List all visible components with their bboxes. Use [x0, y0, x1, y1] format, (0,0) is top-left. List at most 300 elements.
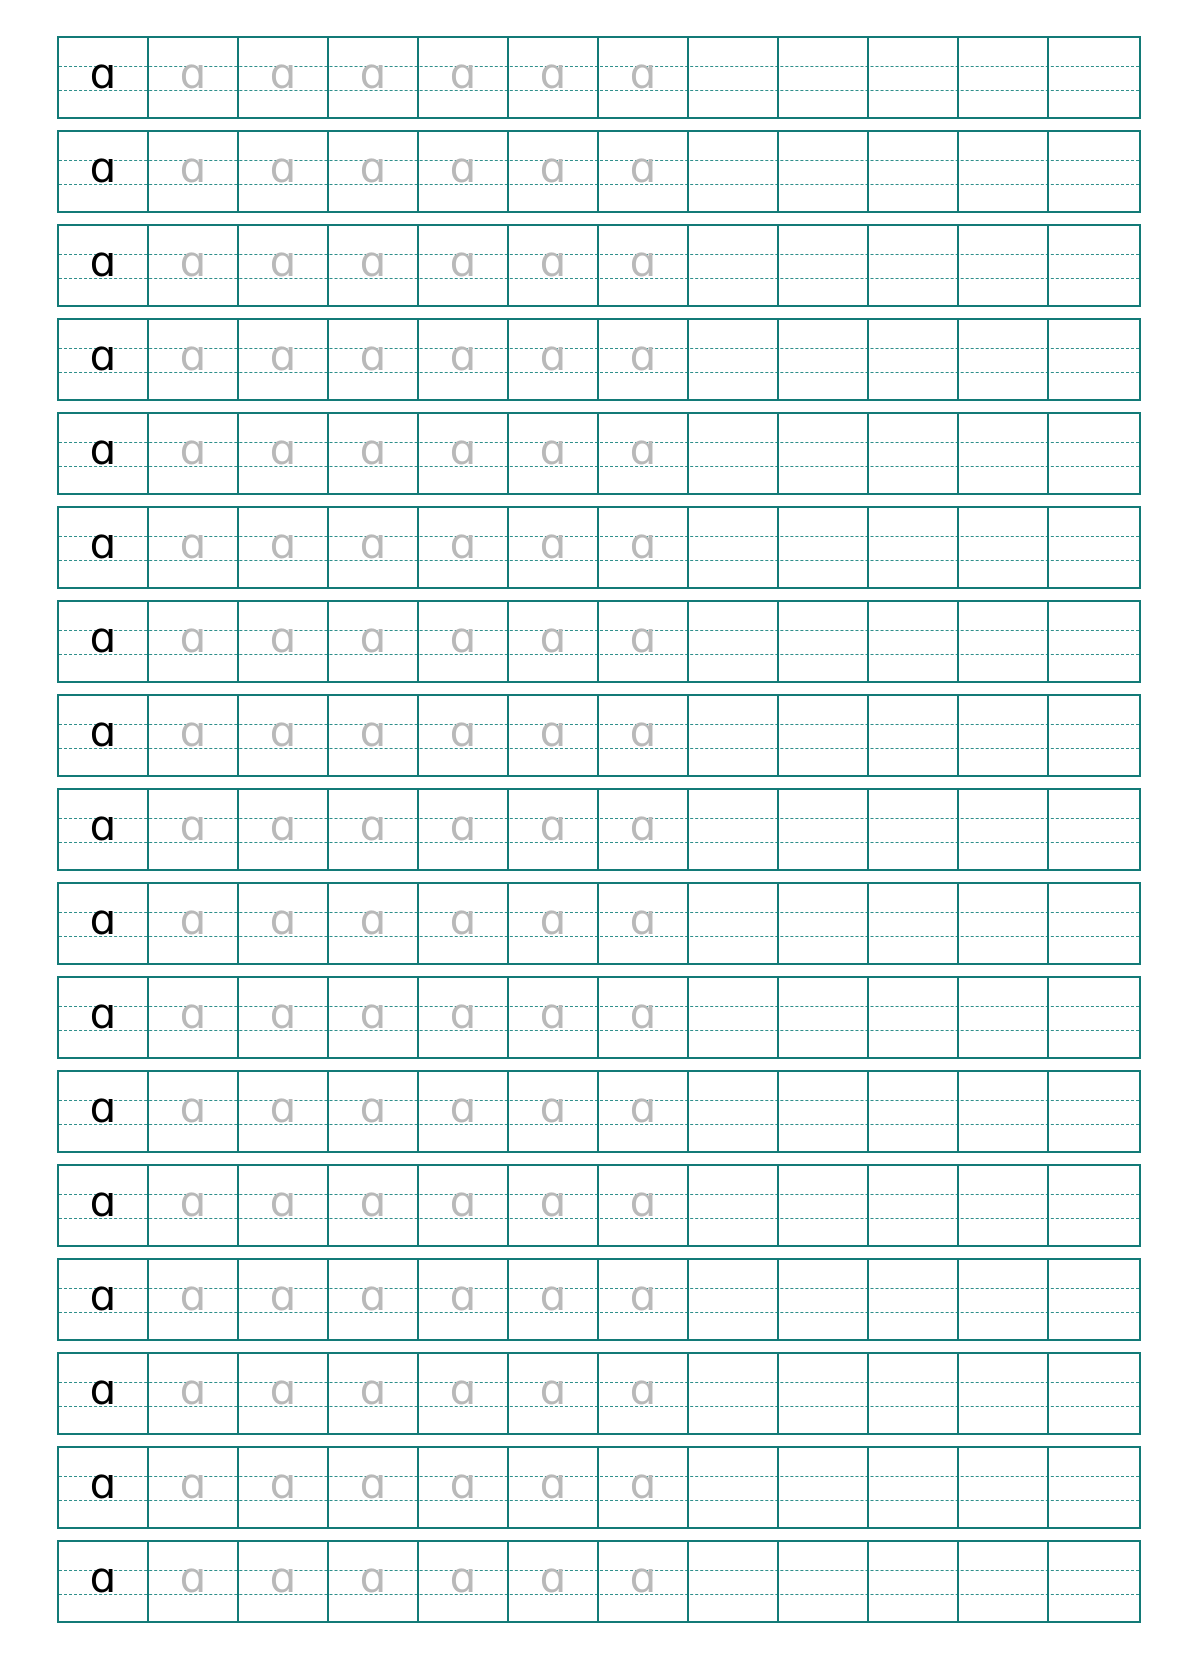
practice-row	[57, 694, 1141, 777]
trace-letter: ɑ	[449, 48, 477, 98]
trace-letter: ɑ	[449, 988, 477, 1038]
trace-cell	[149, 320, 239, 399]
blank-practice-cell	[959, 132, 1049, 211]
model-letter: ɑ	[89, 518, 117, 568]
trace-cell	[419, 132, 509, 211]
trace-cell	[329, 696, 419, 775]
blank-practice-cell	[869, 1072, 959, 1151]
trace-cell	[239, 884, 329, 963]
trace-letter: ɑ	[179, 1082, 207, 1132]
trace-cell	[419, 602, 509, 681]
trace-cell	[329, 602, 419, 681]
trace-letter: ɑ	[179, 1552, 207, 1602]
trace-cell	[599, 508, 689, 587]
blank-practice-cell	[869, 1448, 959, 1527]
blank-practice-cell	[779, 320, 869, 399]
model-letter: ɑ	[89, 236, 117, 286]
model-letter: ɑ	[89, 424, 117, 474]
model-cell	[59, 1542, 149, 1621]
trace-cell	[239, 790, 329, 869]
trace-letter: ɑ	[629, 236, 657, 286]
trace-letter: ɑ	[629, 988, 657, 1038]
trace-cell	[599, 978, 689, 1057]
trace-letter: ɑ	[179, 800, 207, 850]
blank-practice-cell	[1049, 1542, 1139, 1621]
blank-practice-cell	[1049, 320, 1139, 399]
trace-cell	[509, 320, 599, 399]
trace-letter: ɑ	[629, 706, 657, 756]
blank-practice-cell	[779, 38, 869, 117]
trace-cell	[599, 1354, 689, 1433]
model-letter: ɑ	[89, 1176, 117, 1226]
trace-letter: ɑ	[359, 236, 387, 286]
practice-row	[57, 36, 1141, 119]
trace-letter: ɑ	[449, 1552, 477, 1602]
trace-letter: ɑ	[629, 1552, 657, 1602]
blank-practice-cell	[869, 1260, 959, 1339]
blank-practice-cell	[1049, 38, 1139, 117]
model-cell	[59, 696, 149, 775]
trace-letter: ɑ	[629, 612, 657, 662]
model-letter: ɑ	[89, 142, 117, 192]
trace-letter: ɑ	[359, 48, 387, 98]
trace-letter: ɑ	[629, 1364, 657, 1414]
trace-cell	[419, 1354, 509, 1433]
model-cell	[59, 884, 149, 963]
trace-letter: ɑ	[179, 48, 207, 98]
trace-letter: ɑ	[269, 800, 297, 850]
blank-practice-cell	[689, 132, 779, 211]
trace-letter: ɑ	[629, 518, 657, 568]
trace-cell	[149, 978, 239, 1057]
model-cell	[59, 508, 149, 587]
trace-letter: ɑ	[359, 424, 387, 474]
blank-practice-cell	[689, 1542, 779, 1621]
trace-letter: ɑ	[269, 988, 297, 1038]
blank-practice-cell	[869, 1354, 959, 1433]
trace-cell	[419, 226, 509, 305]
trace-cell	[419, 38, 509, 117]
trace-letter: ɑ	[359, 518, 387, 568]
practice-row	[57, 130, 1141, 213]
trace-cell	[509, 978, 599, 1057]
trace-cell	[149, 226, 239, 305]
blank-practice-cell	[959, 1354, 1049, 1433]
practice-row	[57, 1446, 1141, 1529]
trace-cell	[239, 414, 329, 493]
trace-cell	[329, 978, 419, 1057]
trace-letter: ɑ	[179, 1458, 207, 1508]
trace-letter: ɑ	[269, 1082, 297, 1132]
trace-cell	[329, 1260, 419, 1339]
blank-practice-cell	[779, 414, 869, 493]
trace-cell	[329, 790, 419, 869]
trace-letter: ɑ	[449, 424, 477, 474]
trace-letter: ɑ	[359, 988, 387, 1038]
trace-cell	[509, 414, 599, 493]
trace-letter: ɑ	[359, 800, 387, 850]
trace-letter: ɑ	[539, 236, 567, 286]
trace-cell	[149, 1072, 239, 1151]
trace-cell	[509, 1260, 599, 1339]
blank-practice-cell	[779, 132, 869, 211]
blank-practice-cell	[779, 602, 869, 681]
model-letter: ɑ	[89, 706, 117, 756]
trace-cell	[239, 508, 329, 587]
trace-letter: ɑ	[539, 1364, 567, 1414]
blank-practice-cell	[1049, 226, 1139, 305]
trace-letter: ɑ	[359, 894, 387, 944]
trace-cell	[329, 1448, 419, 1527]
trace-letter: ɑ	[449, 236, 477, 286]
model-letter: ɑ	[89, 988, 117, 1038]
trace-letter: ɑ	[539, 988, 567, 1038]
model-cell	[59, 1354, 149, 1433]
blank-practice-cell	[779, 978, 869, 1057]
trace-cell	[419, 1072, 509, 1151]
trace-letter: ɑ	[269, 142, 297, 192]
blank-practice-cell	[689, 508, 779, 587]
trace-cell	[149, 884, 239, 963]
blank-practice-cell	[959, 38, 1049, 117]
blank-practice-cell	[869, 978, 959, 1057]
handwriting-worksheet	[57, 36, 1141, 1634]
blank-practice-cell	[1049, 696, 1139, 775]
trace-cell	[329, 226, 419, 305]
trace-cell	[599, 602, 689, 681]
practice-row	[57, 788, 1141, 871]
trace-cell	[239, 1354, 329, 1433]
model-letter: ɑ	[89, 1270, 117, 1320]
model-letter: ɑ	[89, 800, 117, 850]
trace-cell	[149, 1166, 239, 1245]
trace-letter: ɑ	[449, 330, 477, 380]
trace-cell	[509, 884, 599, 963]
trace-letter: ɑ	[179, 706, 207, 756]
trace-letter: ɑ	[179, 518, 207, 568]
trace-cell	[329, 132, 419, 211]
blank-practice-cell	[959, 320, 1049, 399]
blank-practice-cell	[779, 1448, 869, 1527]
blank-practice-cell	[959, 1448, 1049, 1527]
trace-cell	[509, 226, 599, 305]
model-letter: ɑ	[89, 894, 117, 944]
trace-letter: ɑ	[179, 894, 207, 944]
blank-practice-cell	[779, 508, 869, 587]
trace-letter: ɑ	[269, 612, 297, 662]
trace-letter: ɑ	[539, 1270, 567, 1320]
blank-practice-cell	[689, 602, 779, 681]
practice-row	[57, 224, 1141, 307]
trace-cell	[149, 1260, 239, 1339]
trace-cell	[509, 1542, 599, 1621]
trace-letter: ɑ	[629, 142, 657, 192]
trace-letter: ɑ	[539, 800, 567, 850]
trace-cell	[329, 320, 419, 399]
practice-row	[57, 318, 1141, 401]
blank-practice-cell	[869, 1166, 959, 1245]
blank-practice-cell	[779, 790, 869, 869]
trace-letter: ɑ	[269, 1552, 297, 1602]
blank-practice-cell	[689, 1354, 779, 1433]
blank-practice-cell	[1049, 414, 1139, 493]
trace-cell	[149, 1448, 239, 1527]
trace-cell	[419, 1260, 509, 1339]
blank-practice-cell	[779, 226, 869, 305]
trace-letter: ɑ	[629, 800, 657, 850]
trace-letter: ɑ	[449, 894, 477, 944]
trace-cell	[599, 884, 689, 963]
model-cell	[59, 602, 149, 681]
trace-letter: ɑ	[179, 330, 207, 380]
trace-cell	[149, 414, 239, 493]
trace-cell	[239, 696, 329, 775]
trace-letter: ɑ	[449, 612, 477, 662]
trace-cell	[509, 1166, 599, 1245]
trace-cell	[239, 1072, 329, 1151]
trace-cell	[149, 696, 239, 775]
trace-letter: ɑ	[629, 48, 657, 98]
blank-practice-cell	[869, 226, 959, 305]
trace-letter: ɑ	[359, 330, 387, 380]
trace-cell	[599, 38, 689, 117]
practice-row	[57, 1070, 1141, 1153]
blank-practice-cell	[779, 1354, 869, 1433]
blank-practice-cell	[869, 320, 959, 399]
trace-letter: ɑ	[629, 424, 657, 474]
trace-letter: ɑ	[629, 894, 657, 944]
model-cell	[59, 978, 149, 1057]
trace-letter: ɑ	[359, 1364, 387, 1414]
trace-cell	[419, 884, 509, 963]
trace-cell	[419, 978, 509, 1057]
blank-practice-cell	[1049, 884, 1139, 963]
trace-letter: ɑ	[179, 988, 207, 1038]
trace-letter: ɑ	[359, 142, 387, 192]
trace-cell	[329, 38, 419, 117]
trace-letter: ɑ	[449, 518, 477, 568]
trace-cell	[509, 132, 599, 211]
trace-cell	[149, 1542, 239, 1621]
trace-letter: ɑ	[269, 330, 297, 380]
trace-letter: ɑ	[269, 48, 297, 98]
trace-cell	[419, 320, 509, 399]
blank-practice-cell	[689, 1166, 779, 1245]
trace-cell	[149, 132, 239, 211]
blank-practice-cell	[869, 132, 959, 211]
trace-letter: ɑ	[179, 1364, 207, 1414]
trace-cell	[419, 790, 509, 869]
practice-row	[57, 412, 1141, 495]
trace-cell	[239, 226, 329, 305]
trace-letter: ɑ	[539, 142, 567, 192]
trace-letter: ɑ	[179, 424, 207, 474]
model-letter: ɑ	[89, 1552, 117, 1602]
blank-practice-cell	[689, 1260, 779, 1339]
blank-practice-cell	[959, 1542, 1049, 1621]
blank-practice-cell	[1049, 1354, 1139, 1433]
trace-cell	[329, 1072, 419, 1151]
trace-letter: ɑ	[449, 800, 477, 850]
blank-practice-cell	[1049, 508, 1139, 587]
blank-practice-cell	[1049, 1166, 1139, 1245]
model-cell	[59, 414, 149, 493]
model-cell	[59, 132, 149, 211]
trace-letter: ɑ	[179, 1176, 207, 1226]
trace-cell	[599, 320, 689, 399]
model-letter: ɑ	[89, 330, 117, 380]
trace-cell	[149, 38, 239, 117]
blank-practice-cell	[869, 602, 959, 681]
trace-letter: ɑ	[449, 1458, 477, 1508]
trace-cell	[239, 320, 329, 399]
blank-practice-cell	[1049, 1260, 1139, 1339]
blank-practice-cell	[869, 790, 959, 869]
trace-letter: ɑ	[359, 1176, 387, 1226]
blank-practice-cell	[959, 696, 1049, 775]
blank-practice-cell	[959, 1166, 1049, 1245]
trace-cell	[419, 696, 509, 775]
trace-cell	[239, 38, 329, 117]
practice-row	[57, 882, 1141, 965]
blank-practice-cell	[689, 884, 779, 963]
trace-letter: ɑ	[629, 330, 657, 380]
model-cell	[59, 1448, 149, 1527]
trace-cell	[509, 696, 599, 775]
trace-letter: ɑ	[359, 1082, 387, 1132]
trace-cell	[509, 38, 599, 117]
trace-cell	[149, 508, 239, 587]
blank-practice-cell	[959, 978, 1049, 1057]
blank-practice-cell	[869, 508, 959, 587]
trace-cell	[509, 602, 599, 681]
trace-letter: ɑ	[269, 1458, 297, 1508]
trace-letter: ɑ	[539, 1082, 567, 1132]
blank-practice-cell	[1049, 132, 1139, 211]
blank-practice-cell	[689, 1448, 779, 1527]
blank-practice-cell	[779, 1542, 869, 1621]
model-letter: ɑ	[89, 1082, 117, 1132]
blank-practice-cell	[689, 226, 779, 305]
trace-cell	[239, 1166, 329, 1245]
trace-letter: ɑ	[539, 48, 567, 98]
trace-cell	[329, 508, 419, 587]
practice-row	[57, 1540, 1141, 1623]
trace-letter: ɑ	[269, 1270, 297, 1320]
model-cell	[59, 226, 149, 305]
trace-letter: ɑ	[179, 142, 207, 192]
trace-letter: ɑ	[539, 1552, 567, 1602]
trace-letter: ɑ	[539, 330, 567, 380]
trace-letter: ɑ	[539, 1458, 567, 1508]
trace-letter: ɑ	[629, 1270, 657, 1320]
blank-practice-cell	[689, 38, 779, 117]
model-letter: ɑ	[89, 48, 117, 98]
trace-letter: ɑ	[179, 1270, 207, 1320]
blank-practice-cell	[1049, 1072, 1139, 1151]
trace-cell	[329, 1166, 419, 1245]
trace-letter: ɑ	[179, 236, 207, 286]
model-letter: ɑ	[89, 1364, 117, 1414]
blank-practice-cell	[869, 884, 959, 963]
trace-letter: ɑ	[359, 1458, 387, 1508]
blank-practice-cell	[689, 978, 779, 1057]
trace-cell	[509, 790, 599, 869]
model-letter: ɑ	[89, 1458, 117, 1508]
trace-cell	[509, 1448, 599, 1527]
trace-cell	[329, 414, 419, 493]
blank-practice-cell	[779, 1260, 869, 1339]
blank-practice-cell	[869, 38, 959, 117]
trace-letter: ɑ	[269, 424, 297, 474]
trace-cell	[239, 1448, 329, 1527]
blank-practice-cell	[959, 414, 1049, 493]
blank-practice-cell	[779, 696, 869, 775]
trace-cell	[419, 508, 509, 587]
trace-cell	[599, 696, 689, 775]
model-cell	[59, 1166, 149, 1245]
trace-letter: ɑ	[539, 518, 567, 568]
blank-practice-cell	[689, 1072, 779, 1151]
model-cell	[59, 320, 149, 399]
practice-row	[57, 506, 1141, 589]
trace-letter: ɑ	[449, 1082, 477, 1132]
model-cell	[59, 1072, 149, 1151]
trace-cell	[149, 1354, 239, 1433]
trace-letter: ɑ	[539, 1176, 567, 1226]
trace-cell	[239, 132, 329, 211]
trace-letter: ɑ	[629, 1082, 657, 1132]
blank-practice-cell	[689, 790, 779, 869]
trace-letter: ɑ	[629, 1458, 657, 1508]
trace-cell	[149, 790, 239, 869]
trace-letter: ɑ	[359, 706, 387, 756]
trace-cell	[509, 508, 599, 587]
model-cell	[59, 38, 149, 117]
blank-practice-cell	[869, 696, 959, 775]
blank-practice-cell	[689, 696, 779, 775]
trace-letter: ɑ	[539, 894, 567, 944]
blank-practice-cell	[1049, 602, 1139, 681]
blank-practice-cell	[869, 1542, 959, 1621]
trace-cell	[329, 1542, 419, 1621]
trace-cell	[599, 414, 689, 493]
trace-cell	[599, 226, 689, 305]
practice-row	[57, 600, 1141, 683]
blank-practice-cell	[779, 884, 869, 963]
trace-letter: ɑ	[269, 894, 297, 944]
blank-practice-cell	[779, 1166, 869, 1245]
trace-cell	[599, 1260, 689, 1339]
model-letter: ɑ	[89, 612, 117, 662]
blank-practice-cell	[959, 508, 1049, 587]
trace-cell	[599, 1448, 689, 1527]
blank-practice-cell	[959, 1072, 1049, 1151]
trace-cell	[419, 1542, 509, 1621]
model-cell	[59, 1260, 149, 1339]
model-cell	[59, 790, 149, 869]
trace-letter: ɑ	[449, 1176, 477, 1226]
trace-cell	[599, 1542, 689, 1621]
trace-letter: ɑ	[269, 706, 297, 756]
trace-cell	[509, 1354, 599, 1433]
trace-letter: ɑ	[449, 1364, 477, 1414]
practice-row	[57, 1258, 1141, 1341]
blank-practice-cell	[689, 320, 779, 399]
trace-letter: ɑ	[539, 612, 567, 662]
trace-cell	[599, 1072, 689, 1151]
trace-cell	[419, 1448, 509, 1527]
